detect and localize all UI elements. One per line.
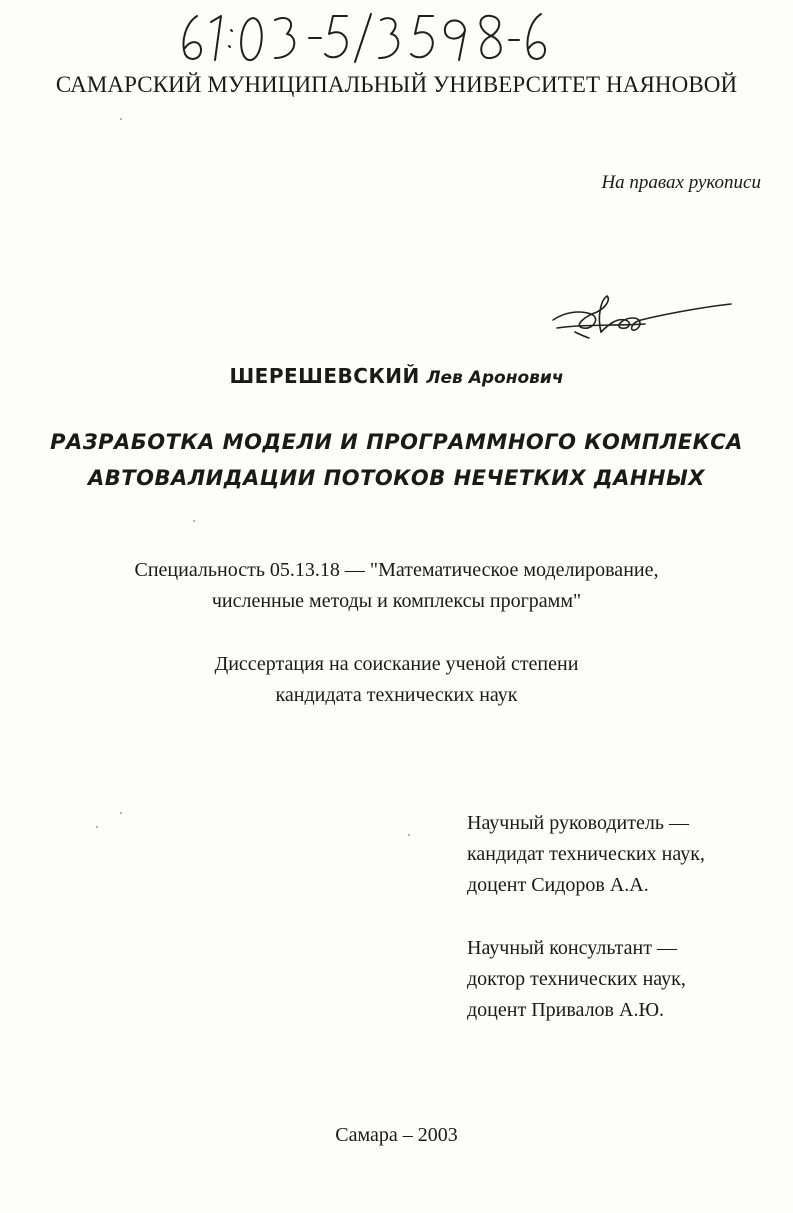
author-given-names: Лев Аронович xyxy=(426,368,564,388)
advisor-line: Научный руководитель — xyxy=(467,812,689,834)
scientific-advisor xyxy=(467,808,705,901)
title-line: АВТОВАЛИДАЦИИ ПОТОКОВ НЕЧЕТКИХ ДАННЫХ xyxy=(88,466,705,490)
university-name: САМАРСКИЙ МУНИЦИПАЛЬНЫЙ УНИВЕРСИТЕТ НАЯНОВОЙ xyxy=(55,72,738,97)
advisor-line: кандидат технических наук, xyxy=(467,843,705,865)
scan-speck xyxy=(96,826,98,828)
scientific-consultant xyxy=(467,933,686,1026)
specialty-line: численные методы и комплексы программ" xyxy=(211,590,582,612)
dissertation-title xyxy=(0,424,793,496)
degree-block xyxy=(0,649,793,711)
specialty-block xyxy=(0,555,793,617)
rights-note: На правах рукописи xyxy=(601,172,761,193)
scan-speck xyxy=(120,812,122,814)
degree-line: кандидата технических наук xyxy=(275,684,518,706)
author-name xyxy=(0,364,793,388)
author-surname: ШЕРЕШЕВСКИЙ xyxy=(229,364,420,388)
specialty-line: Специальность 05.13.18 — "Математическое моделирование, xyxy=(134,559,659,581)
scan-speck xyxy=(120,118,122,120)
degree-line: Диссертация на соискание ученой степени xyxy=(214,653,579,675)
advisor-line: доцент Сидоров А.А. xyxy=(467,874,649,896)
scan-speck xyxy=(408,834,410,836)
handwritten-archive-code xyxy=(175,8,555,66)
consultant-line: Научный консультант — xyxy=(467,937,677,959)
scan-speck xyxy=(193,520,195,522)
author-signature xyxy=(545,288,735,348)
consultant-line: доцент Привалов А.Ю. xyxy=(467,999,665,1021)
title-line: РАЗРАБОТКА МОДЕЛИ И ПРОГРАММНОГО КОМПЛЕКСА xyxy=(50,430,743,454)
consultant-line: доктор технических наук, xyxy=(467,968,686,990)
city-year: Самара – 2003 xyxy=(335,1124,458,1146)
